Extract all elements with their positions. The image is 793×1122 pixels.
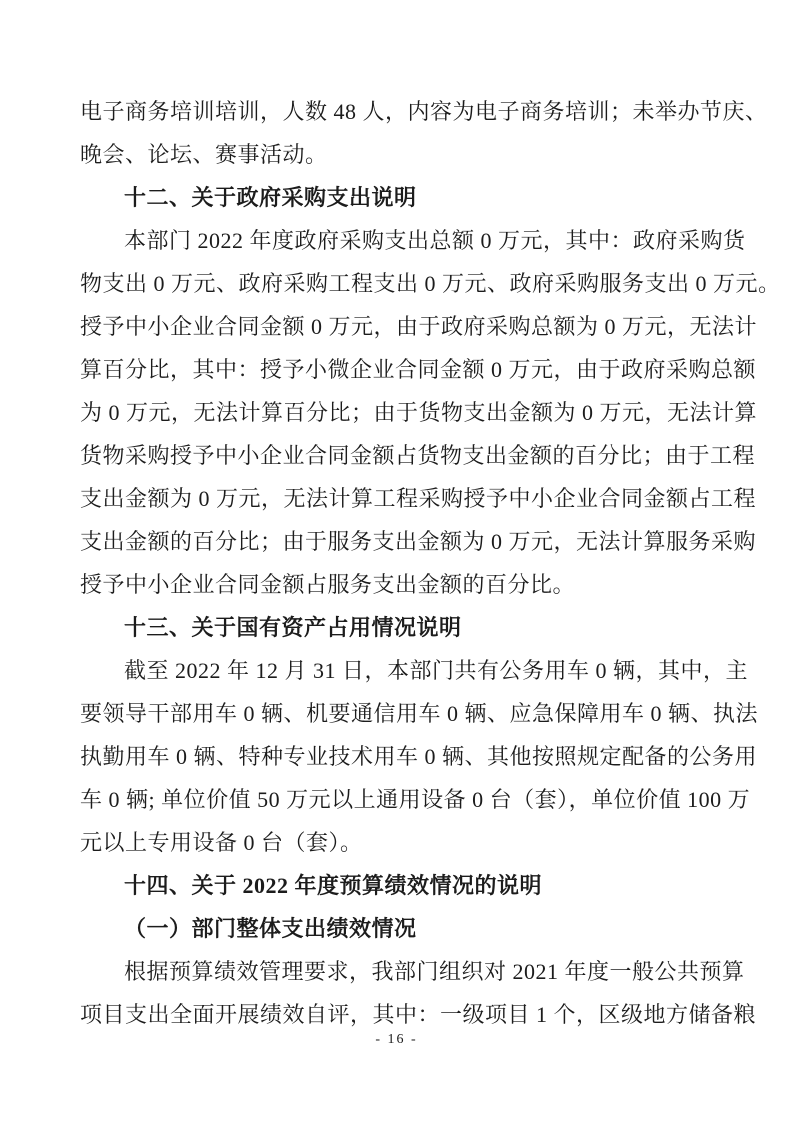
body-line: 授予中小企业合同金额占服务支出金额的百分比。	[80, 572, 576, 597]
body-line: 元以上专用设备 0 台（套）。	[80, 830, 363, 855]
section-heading-13: 十三、关于国有资产占用情况说明	[124, 615, 462, 640]
body-line: 晚会、论坛、赛事活动。	[80, 142, 328, 167]
body-line: 算百分比，其中：授予小微企业合同金额 0 万元，由于政府采购总额	[80, 357, 757, 382]
body-line: 电子商务培训培训，人数 48 人，内容为电子商务培训；未举办节庆、	[80, 99, 768, 124]
body-line: 支出金额的百分比；由于服务支出金额为 0 万元，无法计算服务采购	[80, 529, 757, 554]
body-line: 车 0 辆; 单位价值 50 万元以上通用设备 0 台（套），单位价值 100 万	[80, 787, 751, 812]
body-line: 为 0 万元，无法计算百分比；由于货物支出金额为 0 万元，无法计算	[80, 400, 758, 425]
body-line: 本部门 2022 年度政府采购支出总额 0 万元，其中：政府采购货	[124, 228, 746, 253]
body-line: 支出金额为 0 万元，无法计算工程采购授予中小企业合同金额占工程	[80, 486, 757, 511]
body-line: 截至 2022 年 12 月 31 日，本部门共有公务用车 0 辆，其中，主	[124, 658, 749, 683]
body-line: 执勤用车 0 辆、特种专业技术用车 0 辆、其他按照规定配备的公务用	[80, 744, 758, 769]
body-line: 根据预算绩效管理要求，我部门组织对 2021 年度一般公共预算	[124, 959, 745, 984]
body-line: 授予中小企业合同金额 0 万元，由于政府采购总额为 0 万元，无法计	[80, 314, 758, 339]
body-line: 项目支出全面开展绩效自评，其中：一级项目 1 个，区级地方储备粮	[80, 1002, 757, 1027]
subsection-heading-1: （一）部门整体支出绩效情况	[124, 916, 417, 941]
body-line: 物支出 0 万元、政府采购工程支出 0 万元、政府采购服务支出 0 万元。	[80, 271, 781, 296]
document-body	[80, 90, 781, 1036]
page-number: - 16 -	[375, 1032, 418, 1047]
section-heading-12: 十二、关于政府采购支出说明	[124, 185, 417, 210]
body-line: 货物采购授予中小企业合同金额占货物支出金额的百分比；由于工程	[80, 443, 756, 468]
section-heading-14: 十四、关于 2022 年度预算绩效情况的说明	[124, 873, 543, 898]
body-line: 要领导干部用车 0 辆、机要通信用车 0 辆、应急保障用车 0 辆、执法	[80, 701, 759, 726]
